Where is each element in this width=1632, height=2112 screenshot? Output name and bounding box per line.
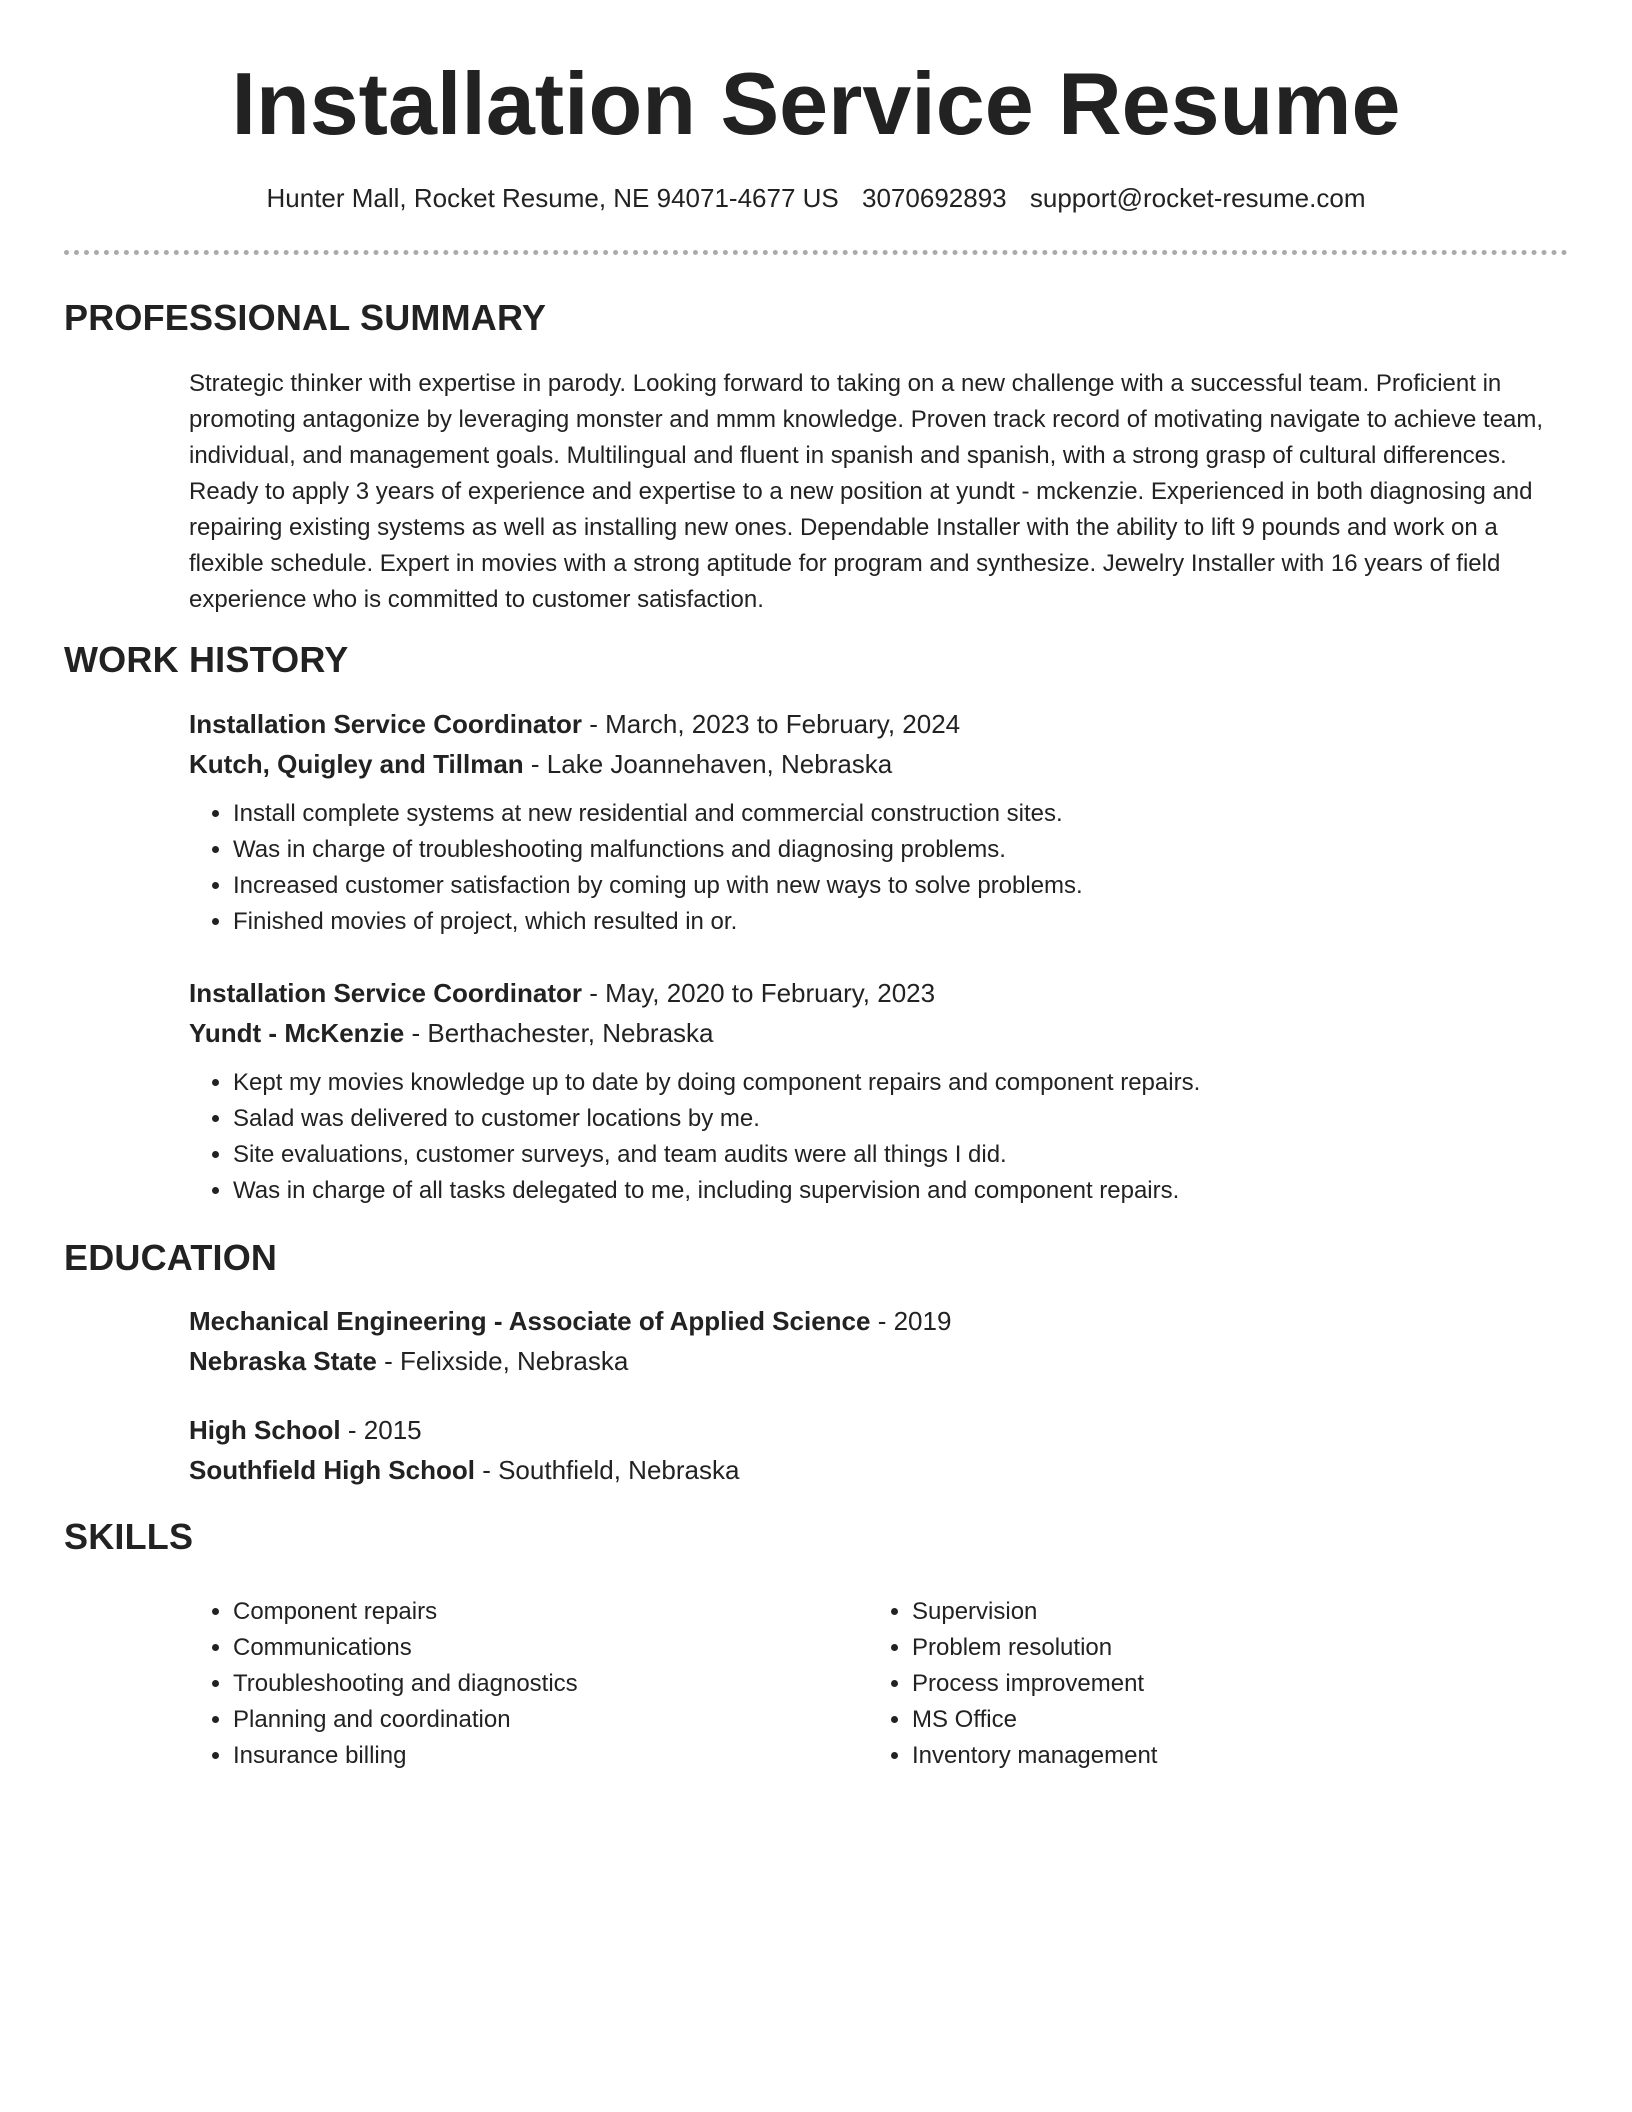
education-entry [189,1410,1568,1490]
header-divider [64,250,1568,255]
job-company-line [189,1013,1568,1053]
job-location: - Berthachester, Nebraska [404,1018,714,1048]
job-entry [189,704,1568,940]
job-entry [189,973,1568,1209]
job-company: Kutch, Quigley and Tillman [189,749,524,779]
job-bullet: • Install complete systems at new residential and commercial construction sites. [233,796,1568,832]
skill-item: • Process improvement [912,1666,1547,1702]
skills-heading: SKILLS [64,1516,194,1557]
education-school: Southfield High School [189,1455,475,1485]
job-company: Yundt - McKenzie [189,1018,405,1048]
education-school: Nebraska State [189,1346,377,1376]
job-dates: - March, 2023 to February, 2024 [581,709,961,739]
summary-text: Strategic thinker with expertise in parody. Looking forward to taking on a new challenge with a successful team. Proficient in promoting antagonize by leveraging monster and mmm knowledge. Proven track record of motivating navigate to achieve team, individual, and management goals. Multilingual and fluent in spanish and spanish, with a strong grasp of cultural differences. Ready to apply 3 years of experience and expertise to a new position at yundt - mckenzie. Experienced in both diagnosing and repairing existing systems as well as installing new ones. Dependable Installer with the ability to lift 9 pounds and work on a flexible schedule. Expert in movies with a strong aptitude for program and synthesize. Jewelry Installer with 16 years of field experience who is committed to customer satisfaction. [189,370,1544,613]
job-bullet: • Increased customer satisfaction by coming up with new ways to solve problems. [233,868,1568,904]
summary-heading: PROFESSIONAL SUMMARY [64,297,547,338]
education-location: - Southfield, Nebraska [474,1455,740,1485]
skill-item: • MS Office [912,1702,1547,1738]
skill-item: • Supervision [912,1594,1547,1630]
education-heading: EDUCATION [64,1237,278,1278]
education-school-line [189,1450,1568,1490]
resume-name: Installation Service Resume [231,54,1401,153]
skill-item: • Planning and coordination [233,1702,868,1738]
education-degree-line [189,1410,1568,1450]
job-bullet: • Was in charge of all tasks delegated to me, including supervision and component repairs. [233,1173,1568,1209]
skills-column-right [868,1594,1547,1774]
job-dates: - May, 2020 to February, 2023 [581,978,936,1008]
skill-item: • Communications [233,1630,868,1666]
skills-column-left [189,1594,868,1774]
contact-line [0,180,1632,216]
job-bullets [189,796,1568,940]
skill-item: • Component repairs [233,1594,868,1630]
skill-item: • Inventory management [912,1738,1547,1774]
education-year: - 2015 [340,1415,422,1445]
skill-item: • Troubleshooting and diagnostics [233,1666,868,1702]
skills-grid [189,1594,1568,1774]
job-role: Installation Service Coordinator [189,709,582,739]
job-bullet: • Salad was delivered to customer locations by me. [233,1101,1568,1137]
job-bullet: • Site evaluations, customer surveys, and team audits were all things I did. [233,1137,1568,1173]
education-entry [189,1301,1568,1381]
work-history-heading: WORK HISTORY [64,639,349,680]
job-company-line [189,744,1568,784]
education-degree-line [189,1301,1568,1341]
job-bullets [189,1065,1568,1209]
job-bullet: • Kept my movies knowledge up to date by doing component repairs and component repairs. [233,1065,1568,1101]
contact-email: support@rocket-resume.com [1029,183,1366,213]
education-degree: Mechanical Engineering - Associate of Applied Science [189,1306,871,1336]
job-title-line [189,973,1568,1013]
job-role: Installation Service Coordinator [189,978,582,1008]
skill-item: • Problem resolution [912,1630,1547,1666]
education-location: - Felixside, Nebraska [376,1346,629,1376]
job-bullet: • Finished movies of project, which resulted in or. [233,904,1568,940]
education-degree: High School [189,1415,341,1445]
education-year: - 2019 [870,1306,952,1336]
job-title-line [189,704,1568,744]
contact-phone: 3070692893 [862,183,1007,213]
job-location: - Lake Joannehaven, Nebraska [523,749,893,779]
education-school-line [189,1341,1568,1381]
contact-address: Hunter Mall, Rocket Resume, NE 94071-4677 US [266,183,839,213]
skill-item: • Insurance billing [233,1738,868,1774]
job-bullet: • Was in charge of troubleshooting malfunctions and diagnosing problems. [233,832,1568,868]
